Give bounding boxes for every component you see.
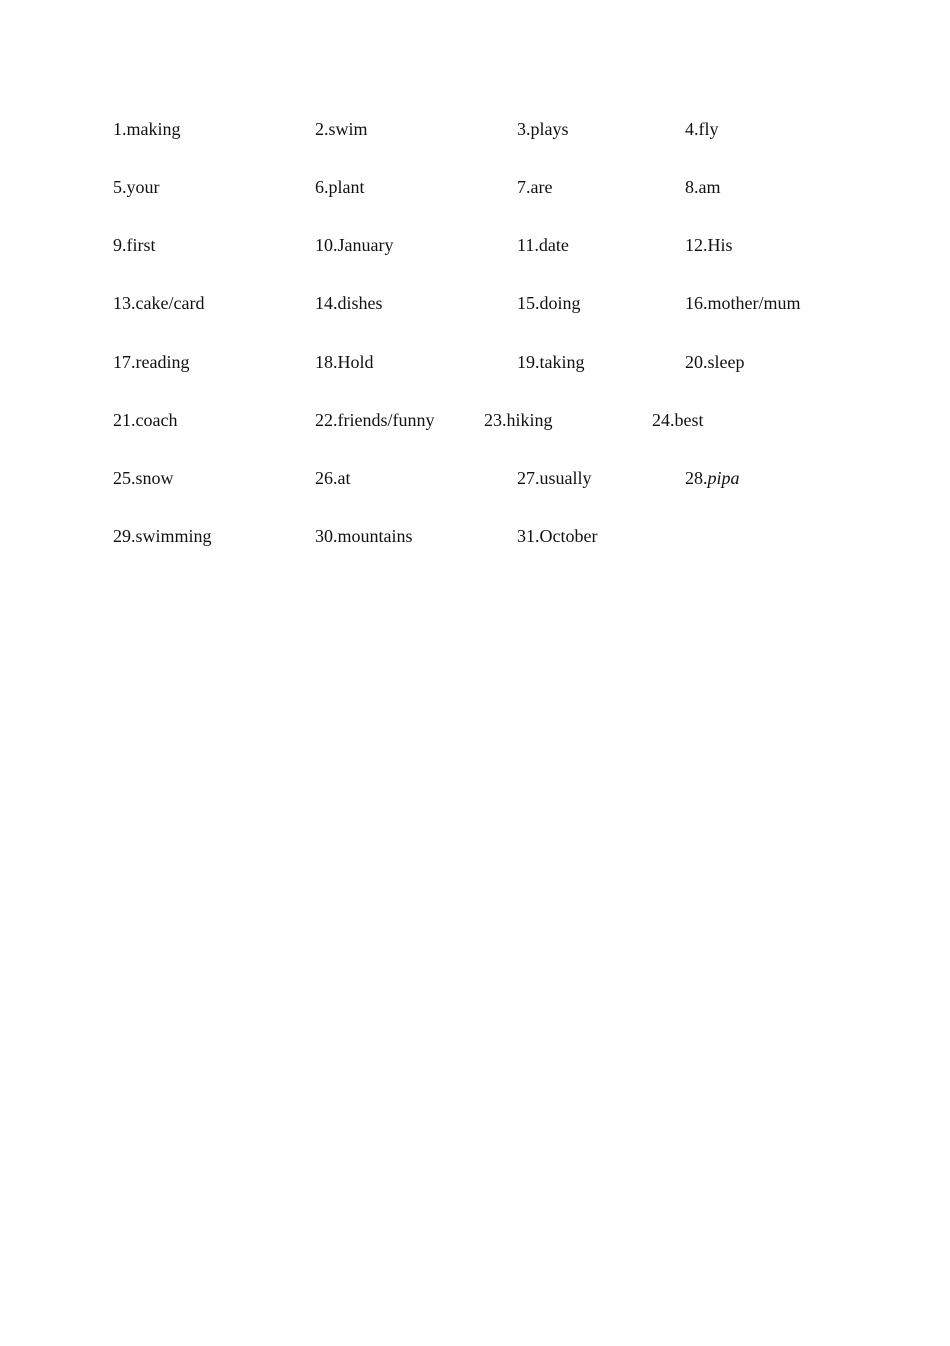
answer-number: 9. — [113, 235, 127, 255]
answer-number: 23. — [484, 410, 507, 430]
answer-number: 7. — [517, 177, 531, 197]
answer-6 — [315, 176, 365, 198]
answer-21 — [113, 409, 177, 431]
answer-number: 21. — [113, 410, 136, 430]
answer-number: 11. — [517, 235, 539, 255]
answer-number: 14. — [315, 293, 338, 313]
answer-number: 12. — [685, 235, 708, 255]
answer-term: reading — [135, 352, 190, 372]
answer-number: 25. — [113, 468, 136, 488]
answer-number: 16. — [685, 293, 708, 313]
answer-term: your — [126, 177, 160, 197]
answer-25 — [113, 467, 174, 489]
answer-term: October — [539, 526, 598, 546]
answer-number: 5. — [113, 177, 127, 197]
answer-24 — [652, 409, 704, 431]
answer-term: friends/funny — [337, 410, 435, 430]
answer-number: 17. — [113, 352, 136, 372]
answer-11 — [517, 234, 569, 256]
answer-term: pipa — [707, 468, 740, 488]
answer-29 — [113, 525, 212, 547]
answer-term: His — [707, 235, 733, 255]
answer-23 — [484, 409, 553, 431]
answer-number: 13. — [113, 293, 136, 313]
answer-8 — [685, 176, 721, 198]
answer-term: coach — [135, 410, 178, 430]
answer-7 — [517, 176, 552, 198]
answer-term: mountains — [337, 526, 413, 546]
answer-number: 26. — [315, 468, 338, 488]
answer-term: hiking — [506, 410, 553, 430]
answer-number: 1. — [113, 119, 127, 139]
answer-13 — [113, 292, 204, 314]
answer-15 — [517, 292, 581, 314]
answer-term: mother/mum — [707, 293, 801, 313]
answer-19 — [517, 351, 585, 373]
answer-31 — [517, 525, 597, 547]
answer-number: 10. — [315, 235, 338, 255]
answer-term: January — [337, 235, 394, 255]
answer-number: 6. — [315, 177, 329, 197]
answer-number: 28. — [685, 468, 708, 488]
answer-10 — [315, 234, 393, 256]
answer-term: Hold — [337, 352, 374, 372]
answer-27 — [517, 467, 592, 489]
answer-3 — [517, 118, 569, 140]
answer-22 — [315, 409, 434, 431]
answer-term: taking — [539, 352, 585, 372]
answer-term: date — [538, 235, 569, 255]
answer-number: 27. — [517, 468, 540, 488]
answer-number: 30. — [315, 526, 338, 546]
answer-number: 2. — [315, 119, 329, 139]
answer-term: dishes — [337, 293, 383, 313]
answer-4 — [685, 118, 719, 140]
answer-term: fly — [698, 119, 719, 139]
answer-number: 19. — [517, 352, 540, 372]
answer-term: first — [126, 235, 156, 255]
answer-20 — [685, 351, 744, 373]
answer-number: 22. — [315, 410, 338, 430]
answer-9 — [113, 234, 156, 256]
answer-number: 4. — [685, 119, 699, 139]
answer-number: 18. — [315, 352, 338, 372]
answer-number: 31. — [517, 526, 540, 546]
answer-term: plays — [530, 119, 569, 139]
answer-term: swim — [328, 119, 368, 139]
answer-1 — [113, 118, 181, 140]
answer-26 — [315, 467, 351, 489]
answer-term: plant — [328, 177, 365, 197]
answer-term: doing — [539, 293, 581, 313]
answer-number: 8. — [685, 177, 699, 197]
answer-number: 15. — [517, 293, 540, 313]
answer-term: cake/card — [135, 293, 205, 313]
answer-18 — [315, 351, 374, 373]
answer-term: making — [126, 119, 181, 139]
answer-number: 24. — [652, 410, 675, 430]
answer-number: 29. — [113, 526, 136, 546]
answer-term: snow — [135, 468, 174, 488]
answer-number: 3. — [517, 119, 531, 139]
answer-term: sleep — [707, 352, 745, 372]
answer-term: best — [674, 410, 704, 430]
answer-2 — [315, 118, 368, 140]
answer-28 — [685, 467, 740, 489]
answer-12 — [685, 234, 733, 256]
answer-term: usually — [539, 468, 592, 488]
answer-30 — [315, 525, 413, 547]
answer-5 — [113, 176, 160, 198]
answer-term: at — [337, 468, 351, 488]
answer-term: are — [530, 177, 553, 197]
answer-number: 20. — [685, 352, 708, 372]
answer-term: swimming — [135, 526, 212, 546]
answer-14 — [315, 292, 383, 314]
answer-17 — [113, 351, 189, 373]
answer-16 — [685, 292, 801, 314]
answer-term: am — [698, 177, 721, 197]
